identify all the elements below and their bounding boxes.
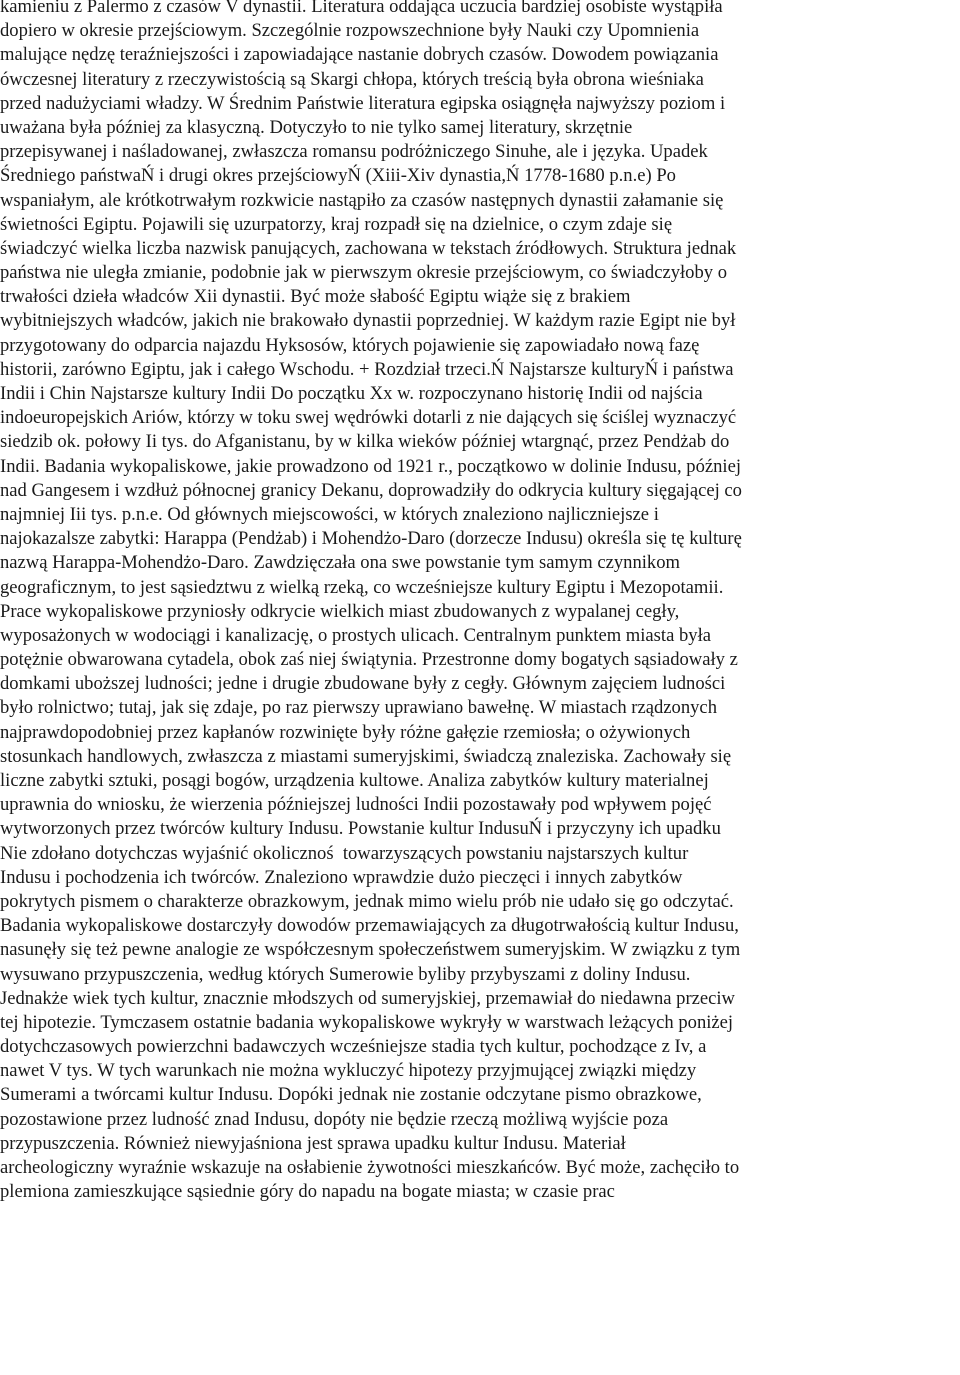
text-line: pozostawione przez ludność znad Indusu, dopóty nie będzie rzeczą możliwą wyjście poza	[0, 1108, 669, 1130]
text-line: kamieniu z Palermo z czasów V dynastii. Literatura oddająca uczucia bardziej osobiste wystąpiła	[0, 0, 723, 17]
text-line: archeologiczny wyraźnie wskazuje na osłabienie żywotności mieszkańców. Być może, zachęciło to	[0, 1157, 740, 1178]
text-line: Indii. Badania wykopaliskowe, jakie prowadzono od 1921 r., początkowo w dolinie Indusu, później	[0, 455, 742, 477]
text-line: przepisywanej i naśladowanej, zwłaszcza romansu podróżniczego Sinuhe, ale i języka. Upadek	[0, 141, 708, 163]
text-line: wytworzonych przez twórców kultury Indusu. Powstanie kultur IndusuŃ i przyczyny ich upadku	[0, 818, 721, 840]
text-line: wspaniałym, ale krótkotrwałym rozkwicie nastąpiło za czasów następnych dynastii załamanie się	[0, 189, 724, 211]
text-line: uważana była później za klasyczną. Dotyczyło to nie tylko samej literatury, skrzętnie	[0, 116, 633, 138]
text-line: historii, zarówno Egiptu, jak i całego Wschodu. + Rozdział trzeci.Ń Najstarsze kulturyŃ i państwa	[0, 358, 734, 380]
text-line: przypuszczenia. Również niewyjaśniona jest sprawa upadku kultur Indusu. Materiał	[0, 1132, 626, 1154]
text-line: Średniego państwaŃ i drugi okres przejściowyŃ (Xiii-Xiv dynastia,Ń 1778-1680 p.n.e) Po	[0, 165, 676, 187]
text-line: Sumerami a twórcami kultur Indusu. Dopóki jednak nie zostanie odczytane pismo obrazkowe,	[0, 1084, 702, 1106]
text-line: indoeuropejskich Ariów, którzy w toku swej wędrówki dotarli z nie dających się ściślej wyznaczyć	[0, 407, 737, 429]
text-line: domkami uboższej ludności; jedne i drugie zbudowane były z cegły. Głównym zajęciem ludności	[0, 673, 726, 695]
text-line: malujące nędzę teraźniejszości i zapowiadające nastanie dobrych czasów. Dowodem powiązania	[0, 44, 719, 66]
text-line: przygotowany do odparcia najazdu Hyksosów, których pojawienie się zapowiadało nową fazę	[0, 334, 700, 356]
text-line: Jednakże wiek tych kultur, znacznie młodszych od sumeryjskiej, przemawiał do niedawna przeciw	[0, 987, 735, 1009]
text-line: Indusu i pochodzenia ich twórców. Znaleziono wprawdzie dużo pieczęci i innych zabytków	[0, 866, 683, 888]
text-line: potężnie obwarowana cytadela, obok zaś niej świątynia. Przestronne domy bogatych sąsiadowały z	[0, 649, 738, 671]
text-line: tej hipotezie. Tymczasem ostatnie badania wykopaliskowe wykryły w warstwach leżących poniżej	[0, 1011, 734, 1033]
text-line: dopiero w okresie przejściowym. Szczególnie rozpowszechnione były Nauki czy Upomnienia	[0, 20, 700, 42]
text-line: wysuwano przypuszczenia, według których Sumerowie byliby przybyszami z doliny Indusu.	[0, 963, 691, 985]
text-line: ówczesnej literatury z rzeczywistością są Skargi chłopa, których treścią była obrona wieśniaka	[0, 68, 704, 90]
text-line: nazwą Harappa-Mohendżo-Daro. Zawdzięczała ona swe powstanie tym samym czynnikom	[0, 552, 680, 574]
text-line: trwałości dzieła władców Xii dynastii. Być może słabość Egiptu wiąże się z brakiem	[0, 286, 631, 308]
text-line: Nie zdołano dotychczas wyjaśnić okolicznoś towarzyszących powstaniu najstarszych kultur	[0, 842, 689, 864]
text-line: najokazalsze zabytki: Harappa (Pendżab) i Mohendżo-Daro (dorzecze Indusu) określa się tę kulturę	[0, 528, 742, 550]
text-line: świadczyć wielka liczba nazwisk panujących, zachowana w tekstach źródłowych. Struktura jednak	[0, 237, 737, 259]
text-line: wybitniejszych władców, jakich nie brakowało dynastii poprzedniej. W każdym razie Egipt nie był	[0, 310, 736, 332]
text-line: przed nadużyciami władzy. W Średnim Państwie literatura egipska osiągnęła najwyższy poziom i	[0, 92, 726, 114]
text-line: plemiona zamieszkujące sąsiednie góry do napadu na bogate miasta; w czasie prac	[0, 1181, 615, 1203]
text-line: nawet V tys. W tych warunkach nie można wykluczyć hipotezy przyjmującej związki między	[0, 1060, 697, 1082]
text-line: stosunkach handlowych, zwłaszcza z miastami sumeryjskimi, świadczą znaleziska. Zachowały się	[0, 745, 732, 767]
text-line: siedzib ok. połowy Ii tys. do Afganistanu, by w kilka wieków później wtargnąć, przez Pendżab do	[0, 431, 730, 453]
text-line: geograficznym, to jest sąsiedztwu z wielką rzeką, co wcześniejsze kultury Egiptu i Mezopotamii.	[0, 576, 724, 598]
text-line: wyposażonych w wodociągi i kanalizację, o prostych ulicach. Centralnym punktem miasta była	[0, 624, 712, 646]
text-line: świetności Egiptu. Pojawili się uzurpatorzy, kraj rozpadł się na dzielnice, o czym zdaje się	[0, 213, 673, 235]
text-line: Indii i Chin Najstarsze kultury Indii Do początku Xx w. rozpoczynano historię Indii od najścia	[0, 383, 703, 404]
text-line: było rolnictwo; tutaj, jak się zdaje, po raz pierwszy uprawiano bawełnę. W miastach rządzonych	[0, 697, 717, 719]
text-line: nasunęły się też pewne analogie ze współczesnym społeczeństwem sumeryjskim. W związku z tym	[0, 939, 741, 961]
text-line: pokrytych pismem o charakterze obrazkowym, jednak mimo wielu prób nie udało się go odczytać.	[0, 890, 734, 912]
text-line: państwa nie uległa zmianie, podobnie jak w pierwszym okresie przejściowym, co świadczyłoby o	[0, 262, 728, 284]
text-line: najprawdopodobniej przez kapłanów rozwinięte były różne gałęzie rzemiosła; o ożywionych	[0, 721, 691, 743]
text-line: dotychczasowych powierzchni badawczych wcześniejsze stadia tych kultur, pochodzące z Iv, a	[0, 1036, 707, 1058]
text-line: uprawnia do wniosku, że wierzenia późniejszej ludności Indii pozostawały pod wpływem pojęć	[0, 794, 712, 816]
text-line: najmniej Iii tys. p.n.e. Od głównych miejscowości, w których znaleziono najliczniejsze i	[0, 503, 659, 525]
text-line: nad Gangesem i wzdłuż północnej granicy Dekanu, doprowadziły do odkrycia kultury sięgającej co	[0, 479, 742, 501]
text-line: Badania wykopaliskowe dostarczyły dowodów przemawiających za długotrwałością kultur Indusu,	[0, 915, 739, 937]
text-line: Prace wykopaliskowe przyniosły odkrycie wielkich miast zbudowanych z wypalanej cegły,	[0, 600, 680, 622]
text-line: liczne zabytki sztuki, posągi bogów, urządzenia kultowe. Analiza zabytków kultury materialnej	[0, 770, 709, 791]
